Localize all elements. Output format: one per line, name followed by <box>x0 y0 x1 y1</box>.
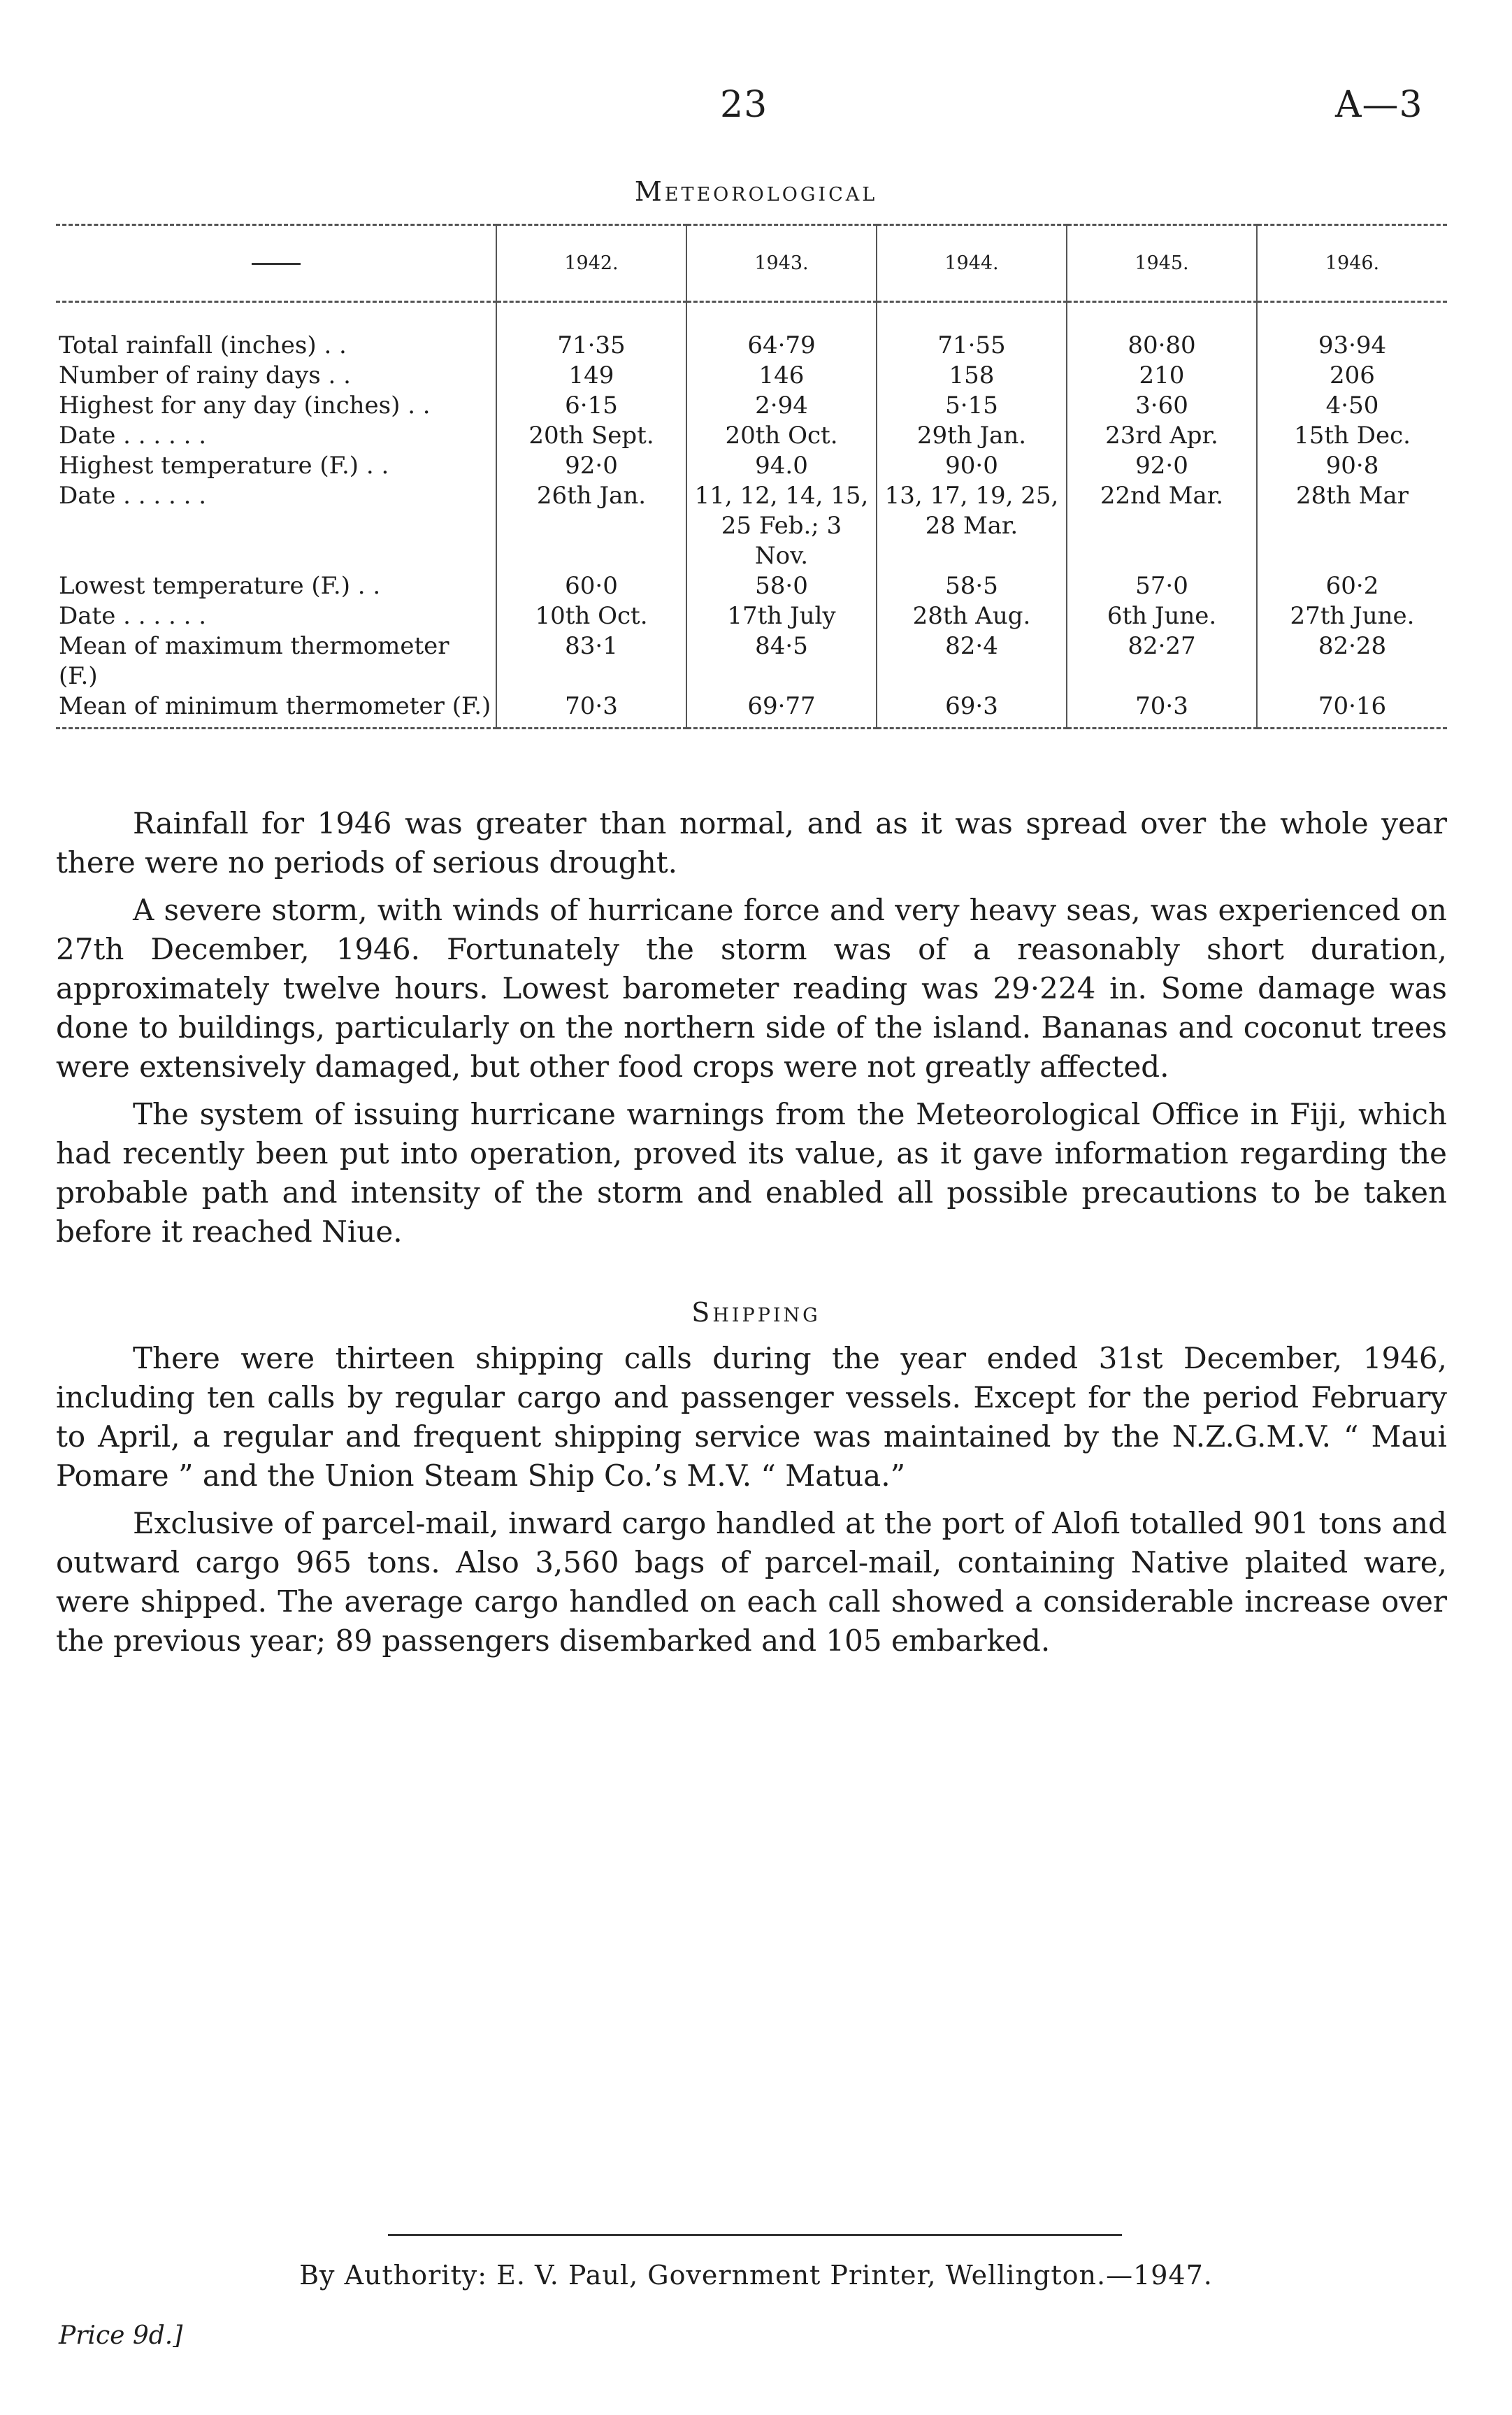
table-row <box>56 631 1447 691</box>
table-cell: 206 <box>1257 361 1447 391</box>
table-cell: 26th Jan. <box>496 481 686 571</box>
table-cell: 71·35 <box>496 302 686 361</box>
row-label: Mean of minimum thermometer (F.) <box>56 691 496 729</box>
table-row <box>56 451 1447 481</box>
table-cell: 82·28 <box>1257 631 1447 691</box>
table-row <box>56 481 1447 571</box>
table-cell: 57·0 <box>1067 571 1257 601</box>
year-header: 1943. <box>686 225 877 302</box>
table-row <box>56 601 1447 631</box>
table-row <box>56 571 1447 601</box>
table-cell: 10th Oct. <box>496 601 686 631</box>
storm-paragraph: A severe storm, with winds of hurricane force and very heavy seas, was experienced on 27th December, 1946. Fortunately the storm was of a reasonably short duration, approximately twelve hours. Lowest barometer reading was 29·224 in. Some damage was done to buildings, particularly on the northern side of the island. Bananas and coconut trees were extensively damaged, but other food crops were not greatly affected. <box>56 893 1447 1084</box>
table-cell: 20th Oct. <box>686 421 877 451</box>
warnings-paragraph: The system of issuing hurricane warnings from the Meteorological Office in Fiji, which had recently been put into operation, proved its value, as it gave information regarding the probable path and intensity of the storm and enabled all possible precautions to be taken before it reached Niue. <box>56 1097 1447 1249</box>
year-header: 1945. <box>1067 225 1257 302</box>
shipping-paragraphs <box>56 1339 1447 1669</box>
table-cell: 82·4 <box>877 631 1067 691</box>
table-cell: 58·0 <box>686 571 877 601</box>
row-label: Total rainfall (inches) . . <box>59 331 347 359</box>
weather-paragraphs <box>56 804 1447 1260</box>
year-header: 1946. <box>1257 225 1447 302</box>
row-label: Number of rainy days . . <box>59 361 351 389</box>
table-cell: 27th June. <box>1257 601 1447 631</box>
table-row <box>56 421 1447 451</box>
table-cell: 94.0 <box>686 451 877 481</box>
table-cell: 6·15 <box>496 391 686 421</box>
table-cell: 149 <box>496 361 686 391</box>
table-cell: 20th Sept. <box>496 421 686 451</box>
table-cell: 90·0 <box>877 451 1067 481</box>
table-cell: 4·50 <box>1257 391 1447 421</box>
row-label: Date . . . . . . <box>59 602 207 630</box>
corner-dash <box>56 225 496 302</box>
table-cell: 3·60 <box>1067 391 1257 421</box>
shipping-heading: Shipping <box>691 1297 821 1328</box>
table-cell: 58·5 <box>877 571 1067 601</box>
row-label: Highest temperature (F.) . . <box>59 452 389 480</box>
row-label: Lowest temperature (F.) . . <box>59 572 381 600</box>
table-cell: 64·79 <box>686 302 877 361</box>
table-cell: 17th July <box>686 601 877 631</box>
table-cell: 2·94 <box>686 391 877 421</box>
table-cell: 90·8 <box>1257 451 1447 481</box>
table-cell: 83·1 <box>496 631 686 691</box>
table-cell: 28th Mar <box>1257 481 1447 571</box>
table-cell: 80·80 <box>1067 302 1257 361</box>
table-cell: 210 <box>1067 361 1257 391</box>
table-cell: 70·3 <box>496 691 686 729</box>
table-cell: 70·3 <box>1067 691 1257 729</box>
table-cell: 70·16 <box>1257 691 1447 729</box>
row-label: Mean of maximum thermometer (F.) <box>59 632 449 690</box>
table-cell: 84·5 <box>686 631 877 691</box>
year-header: 1944. <box>877 225 1067 302</box>
table-cell: 69·77 <box>686 691 877 729</box>
table-cell: 146 <box>686 361 877 391</box>
corner-dash-mark <box>252 263 301 265</box>
table-cell: 15th Dec. <box>1257 421 1447 451</box>
footer-rule <box>388 2234 1122 2236</box>
table-cell: 69·3 <box>877 691 1067 729</box>
table-cell: 6th June. <box>1067 601 1257 631</box>
row-label: Highest for any day (inches) . . <box>59 392 431 420</box>
shipping-calls-paragraph: There were thirteen shipping calls during the year ended 31st December, 1946, including ten calls by regular cargo and passenger vessels. Except for the period February to April, a regular and frequent shipping service was maintained by the N.Z.G.M.V. “ Maui Pomare ” and the Union Steam Ship Co.’s M.V. “ Matua.” <box>56 1341 1447 1493</box>
table-cell: 13, 17, 19, 25, 28 Mar. <box>877 481 1067 571</box>
document-code: A—3 <box>1335 84 1423 126</box>
table-cell: 23rd Apr. <box>1067 421 1257 451</box>
table-cell: 11, 12, 14, 15, 25 Feb.; 3 Nov. <box>686 481 877 571</box>
table-row <box>56 361 1447 391</box>
table-cell: 92·0 <box>1067 451 1257 481</box>
table-cell: 93·94 <box>1257 302 1447 361</box>
table-cell: 92·0 <box>496 451 686 481</box>
table-cell: 22nd Mar. <box>1067 481 1257 571</box>
cargo-paragraph: Exclusive of parcel-mail, inward cargo handled at the port of Alofi totalled 901 tons and outward cargo 965 tons. Also 3,560 bags of parcel-mail, containing Native plaited ware, were shipped. The average cargo handled on each call showed a considerable increase over the previous year; 89 passengers disembarked and 105 embarked. <box>56 1506 1447 1658</box>
table-row <box>56 691 1447 729</box>
row-label: Date . . . . . . <box>59 482 207 510</box>
table-cell: 29th Jan. <box>877 421 1067 451</box>
table-row <box>56 391 1447 421</box>
table-title: Meteorological <box>634 176 878 207</box>
table-cell: 5·15 <box>877 391 1067 421</box>
table-cell: 71·55 <box>877 302 1067 361</box>
page-number: 23 <box>720 84 768 126</box>
table-cell: 158 <box>877 361 1067 391</box>
printer-imprint: By Authority: E. V. Paul, Government Printer, Wellington.—1947. <box>299 2260 1213 2291</box>
meteorological-table <box>56 224 1447 729</box>
row-label: Date . . . . . . <box>59 422 207 450</box>
table-row <box>56 302 1447 361</box>
table-cell: 60·2 <box>1257 571 1447 601</box>
year-header: 1942. <box>496 225 686 302</box>
table-cell: 82·27 <box>1067 631 1257 691</box>
table-cell: 28th Aug. <box>877 601 1067 631</box>
table-header-row <box>56 225 1447 302</box>
rainfall-paragraph: Rainfall for 1946 was greater than normal, and as it was spread over the whole year there were no periods of serious drought. <box>56 806 1447 880</box>
table-cell: 60·0 <box>496 571 686 601</box>
price-note: Price 9d.] <box>59 2321 183 2350</box>
